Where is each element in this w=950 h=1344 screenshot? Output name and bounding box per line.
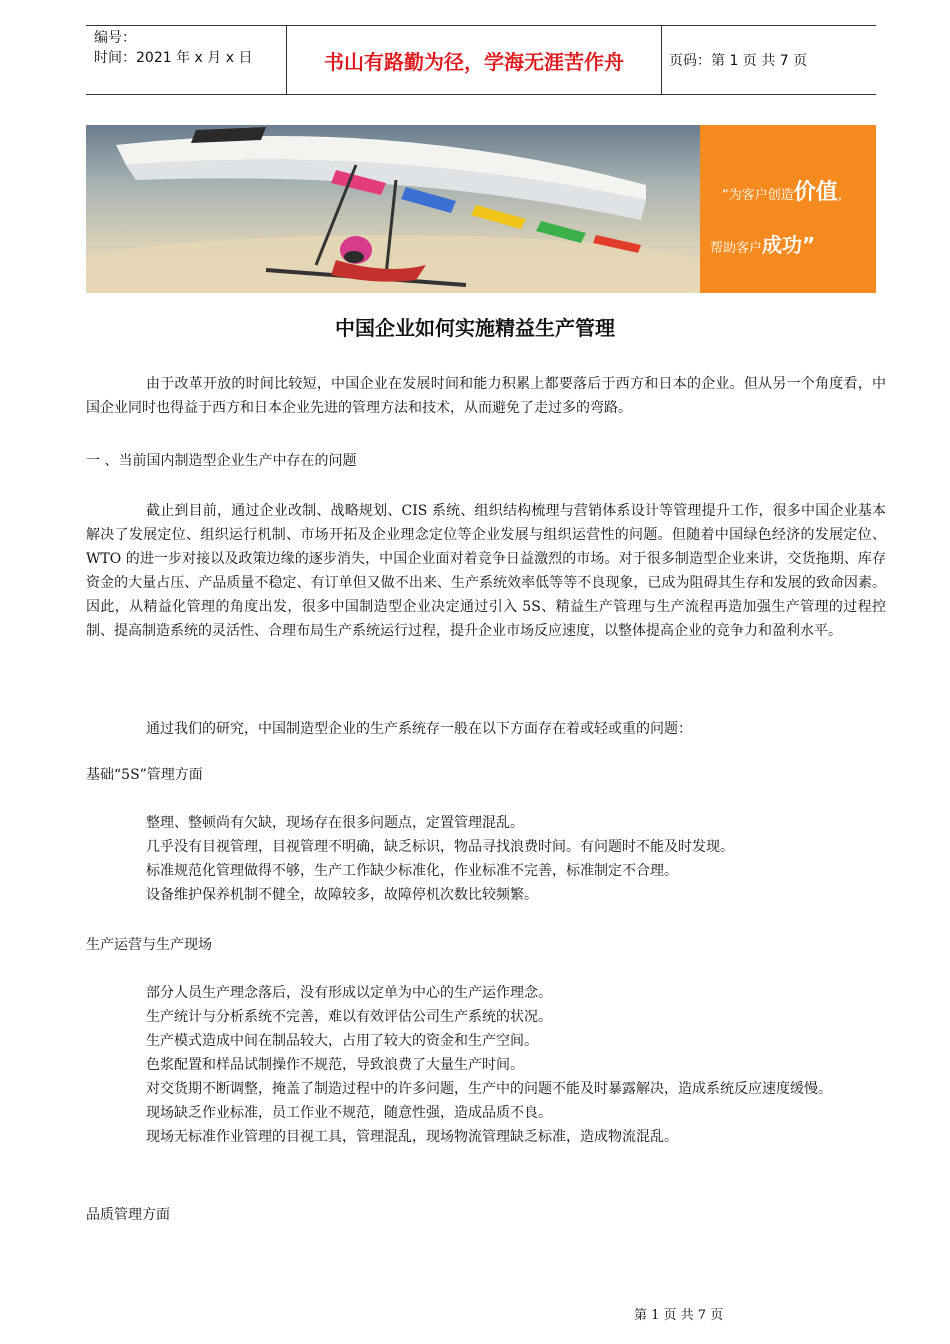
slogan-line-1: “为客户创造价值， xyxy=(722,180,851,205)
list-item: 设备维护保养机制不健全，故障较多，故障停机次数比较频繁。 xyxy=(146,887,538,903)
document-title: 中国企业如何实施精益生产管理 xyxy=(335,316,615,340)
hang-glider-banner xyxy=(86,125,876,293)
hang-glider-photo xyxy=(86,125,700,293)
subsection-5s-heading: 基础“5S”管理方面 xyxy=(86,767,203,783)
list-item: 生产模式造成中间在制品较大，占用了较大的资金和生产空间。 xyxy=(146,1033,538,1049)
list-item: 生产统计与分析系统不完善，难以有效评估公司生产系统的状况。 xyxy=(146,1009,552,1025)
list-item: 对交货期不断调整，掩盖了制造过程中的许多问题，生产中的问题不能及时暴露解决，造成系统反应速度缓慢。 xyxy=(146,1081,832,1097)
subsection-quality-heading: 品质管理方面 xyxy=(86,1207,170,1223)
list-item: 现场无标准作业管理的目视工具，管理混乱，现场物流管理缺乏标准，造成物流混乱。 xyxy=(146,1129,678,1145)
subsection-production-list xyxy=(86,981,886,1149)
body-paragraph-2: 截止到目前，通过企业改制、战略规划、CIS 系统、组织结构梳理与营销体系设计等管理提升工作，很多中国企业基本解决了发展定位、组织运行机制、市场开拓及企业理念定位等企业发展与组织运营性的问题。但随着中国绿色经济的发展定位、WTO 的进一步对接以及政策边缘的逐步消失，中国企业面对着竞争日益激烈的市场。对于很多制造型企业来讲，交货拖期、库存资金的大量占压、产品质量不稳定、有订单但又做不出来、生产系统效率低等等不良现象，已成为阻碍其生存和发展的致命因素。因此，从精益化管理的角度出发，很多中国制造型企业决定通过引入 5S、精益生产管理与生产流程再造加强生产管理的过程控制、提高制造系统的灵活性、合理布局生产系统运行过程，提升企业市场反应速度，以整体提高企业的竞争力和盈利水平。 xyxy=(86,503,886,639)
header-meta xyxy=(94,28,284,68)
slogan-line-2: 帮助客户成功” xyxy=(710,233,816,257)
document-number-label: 编号： xyxy=(94,30,136,46)
page-footer: 第 1 页 共 7 页 xyxy=(634,1308,724,1323)
document-time-label: 时间：2021 年 x 月 x 日 xyxy=(94,50,253,66)
header-motto: 书山有路勤为径，学海无涯苦作舟 xyxy=(286,26,662,94)
slogan-panel xyxy=(700,125,876,293)
section-1-heading: 一 、当前国内制造型企业生产中存在的问题 xyxy=(86,453,357,469)
list-item: 标准规范化管理做得不够，生产工作缺少标准化，作业标准不完善，标准制定不合理。 xyxy=(146,863,678,879)
intro-paragraph: 由于改革开放的时间比较短，中国企业在发展时间和能力积累上都要落后于西方和日本的企业。但从另一个角度看，中国企业同时也得益于西方和日本企业先进的管理方法和技术，从而避免了走过多的弯路。 xyxy=(86,376,886,416)
list-item: 现场缺乏作业标准，员工作业不规范，随意性强，造成品质不良。 xyxy=(146,1105,552,1121)
subsection-production-heading: 生产运营与生产现场 xyxy=(86,937,212,953)
list-item: 几乎没有目视管理，目视管理不明确，缺乏标识，物品寻找浪费时间。有问题时不能及时发现。 xyxy=(146,839,734,855)
page-header xyxy=(86,25,876,95)
list-item: 色浆配置和样品试制操作不规范，导致浪费了大量生产时间。 xyxy=(146,1057,524,1073)
body-paragraph-3: 通过我们的研究，中国制造型企业的生产系统存一般在以下方面存在着或轻或重的问题： xyxy=(146,721,692,737)
list-item: 整理、整顿尚有欠缺，现场存在很多问题点，定置管理混乱。 xyxy=(146,815,524,831)
subsection-5s-list xyxy=(86,811,886,907)
header-page-label: 页码：第 1 页 共 7 页 xyxy=(669,53,808,69)
list-item: 部分人员生产理念落后，没有形成以定单为中心的生产运作理念。 xyxy=(146,985,552,1001)
